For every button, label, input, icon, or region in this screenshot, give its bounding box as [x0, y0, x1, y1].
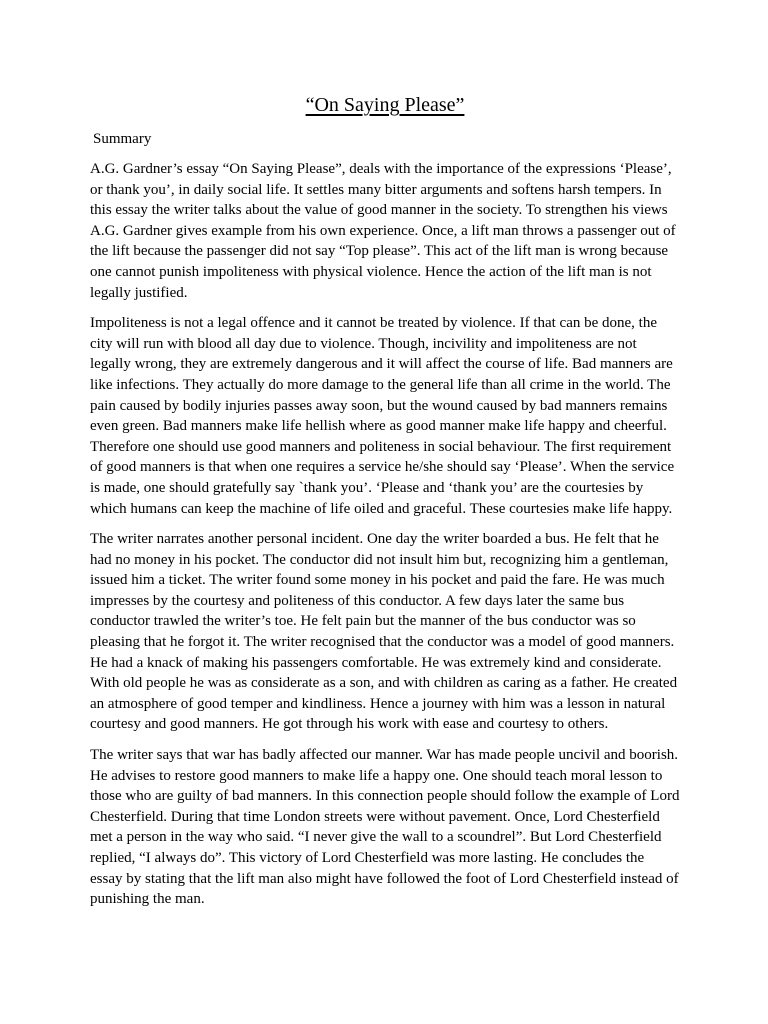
paragraph-1: A.G. Gardner’s essay “On Saying Please”, deals with the importance of the expressions ‘Please’, or thank you’, in daily social life. It settles many bitter arguments and softens harsh tempers. In this essay the writer talks about the value of good manner in the society. To strengthen his views A.G. Gardner gives example from his own experience. Once, a lift man throws a passenger out of the lift because the passenger did not say “Top please”. This act of the lift man is wrong because one cannot punish impoliteness with physical violence. Hence the action of the lift man is not legally justified.	[90, 161, 676, 301]
paragraph-3: The writer narrates another personal incident. One day the writer boarded a bus. He felt that he had no money in his pocket. The conductor did not insult him but, recognizing him a gentleman, issued him a ticket. The writer found some money in his pocket and paid the fare. He was much impresses by the courtesy and politeness of this conductor. A few days later the same bus conductor trawled the writer’s toe. He felt pain but the manner of the bus conductor was so pleasing that he forgot it. The writer recognised that the conductor was a model of good manners. He had a knack of making his passengers comfortable. He was extremely kind and considerate. With old people he was as considerate as a son, and with children as caring as a father. He created an atmosphere of good temper and kindliness. Hence a journey with him was a lesson in natural courtesy and good manners. He got through his work with ease and courtesy to others.	[90, 531, 678, 733]
section-heading-summary: Summary	[93, 131, 152, 147]
paragraph-4: The writer says that war has badly affected our manner. War has made people uncivil and boorish. He advises to restore good manners to make life a happy one. One should teach moral lesson to those who are guilty of bad manners. In this connection people should follow the example of Lord Chesterfield. During that time London streets were without pavement. Once, Lord Chesterfield met a person in the way who said. “I never give the wall to a scoundrel”. But Lord Chesterfield replied, “I always do”. This victory of Lord Chesterfield was more lasting. He concludes the essay by stating that the lift man also might have followed the foot of Lord Chesterfield instead of punishing the man.	[90, 747, 680, 908]
paragraph-2: Impoliteness is not a legal offence and it cannot be treated by violence. If that can be done, the city will run with blood all day due to violence. Though, incivility and impoliteness are not legally wrong, they are extremely dangerous and it will affect the course of life. Bad manners are like infections. They actually do more damage to the general life than all crime in the world. The pain caused by bodily injuries passes away soon, but the wound caused by bad manners remains even green. Bad manners make life hellish where as good manner make life happy and cheerful. Therefore one should use good manners and politeness in social behaviour. The first requirement of good manners is that when one requires a service he/she should say ‘Please’. When the service is made, one should gratefully say `thank you’. ‘Please and ‘thank you’ are the courtesies by which humans can keep the machine of life oiled and graceful. These courtesies make life happy.	[90, 315, 675, 517]
document-page	[90, 92, 680, 920]
document-title: “On Saying Please”	[305, 94, 465, 116]
